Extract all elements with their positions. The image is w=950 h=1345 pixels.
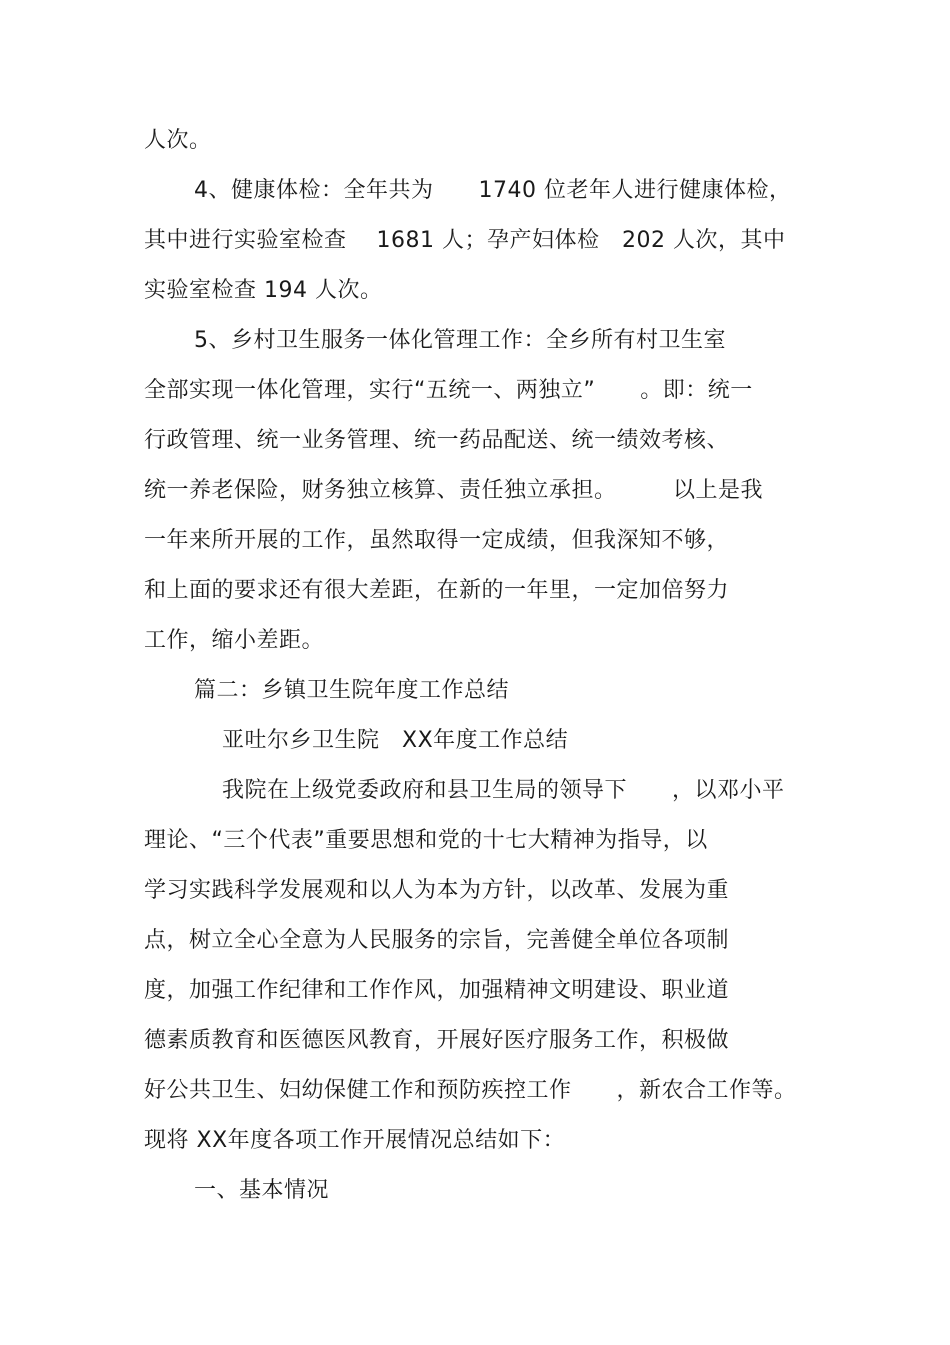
- text-line: 工作，缩小差距。: [144, 628, 325, 653]
- document-title: 亚吐尔乡卫生院 XX年度工作总结: [222, 728, 569, 753]
- text-line: 5、乡村卫生服务一体化管理工作：全乡所有村卫生室: [194, 328, 726, 353]
- text-line: 我院在上级党委政府和县卫生局的领导下 ，以邓小平: [222, 778, 785, 803]
- text-line: 和上面的要求还有很大差距，在新的一年里，一定加倍努力: [144, 578, 730, 603]
- text-line: 现将 XX年度各项工作开展情况总结如下：: [144, 1128, 566, 1153]
- text-line: 4、健康体检：全年共为 1740 位老年人进行健康体检，: [194, 178, 792, 203]
- text-line: 一年来所开展的工作，虽然取得一定成绩，但我深知不够，: [144, 528, 730, 553]
- text-line: 人次。: [144, 128, 212, 153]
- section-heading: 一、基本情况: [194, 1178, 330, 1203]
- text-line: 度，加强工作纪律和工作作风，加强精神文明建设、职业道: [144, 978, 730, 1003]
- text-line: 统一养老保险，财务独立核算、责任独立承担。 以上是我: [144, 478, 764, 503]
- text-line: 其中进行实验室检查 1681 人；孕产妇体检 202 人次，其中: [144, 228, 786, 253]
- section-heading: 篇二：乡镇卫生院年度工作总结: [194, 678, 510, 703]
- text-line: 好公共卫生、妇幼保健工作和预防疾控工作 ，新农合工作等。: [144, 1078, 797, 1103]
- text-line: 德素质教育和医德医风教育，开展好医疗服务工作，积极做: [144, 1028, 730, 1053]
- text-line: 点，树立全心全意为人民服务的宗旨，完善健全单位各项制: [144, 928, 730, 953]
- text-line: 全部实现一体化管理，实行“五统一、两独立” 。即：统一: [144, 378, 753, 403]
- text-line: 理论、“三个代表”重要思想和党的十七大精神为指导，以: [144, 828, 708, 853]
- text-line: 行政管理、统一业务管理、统一药品配送、统一绩效考核、: [144, 428, 730, 453]
- text-line: 实验室检查 194 人次。: [144, 278, 383, 303]
- text-line: 学习实践科学发展观和以人为本为方针，以改革、发展为重: [144, 878, 730, 903]
